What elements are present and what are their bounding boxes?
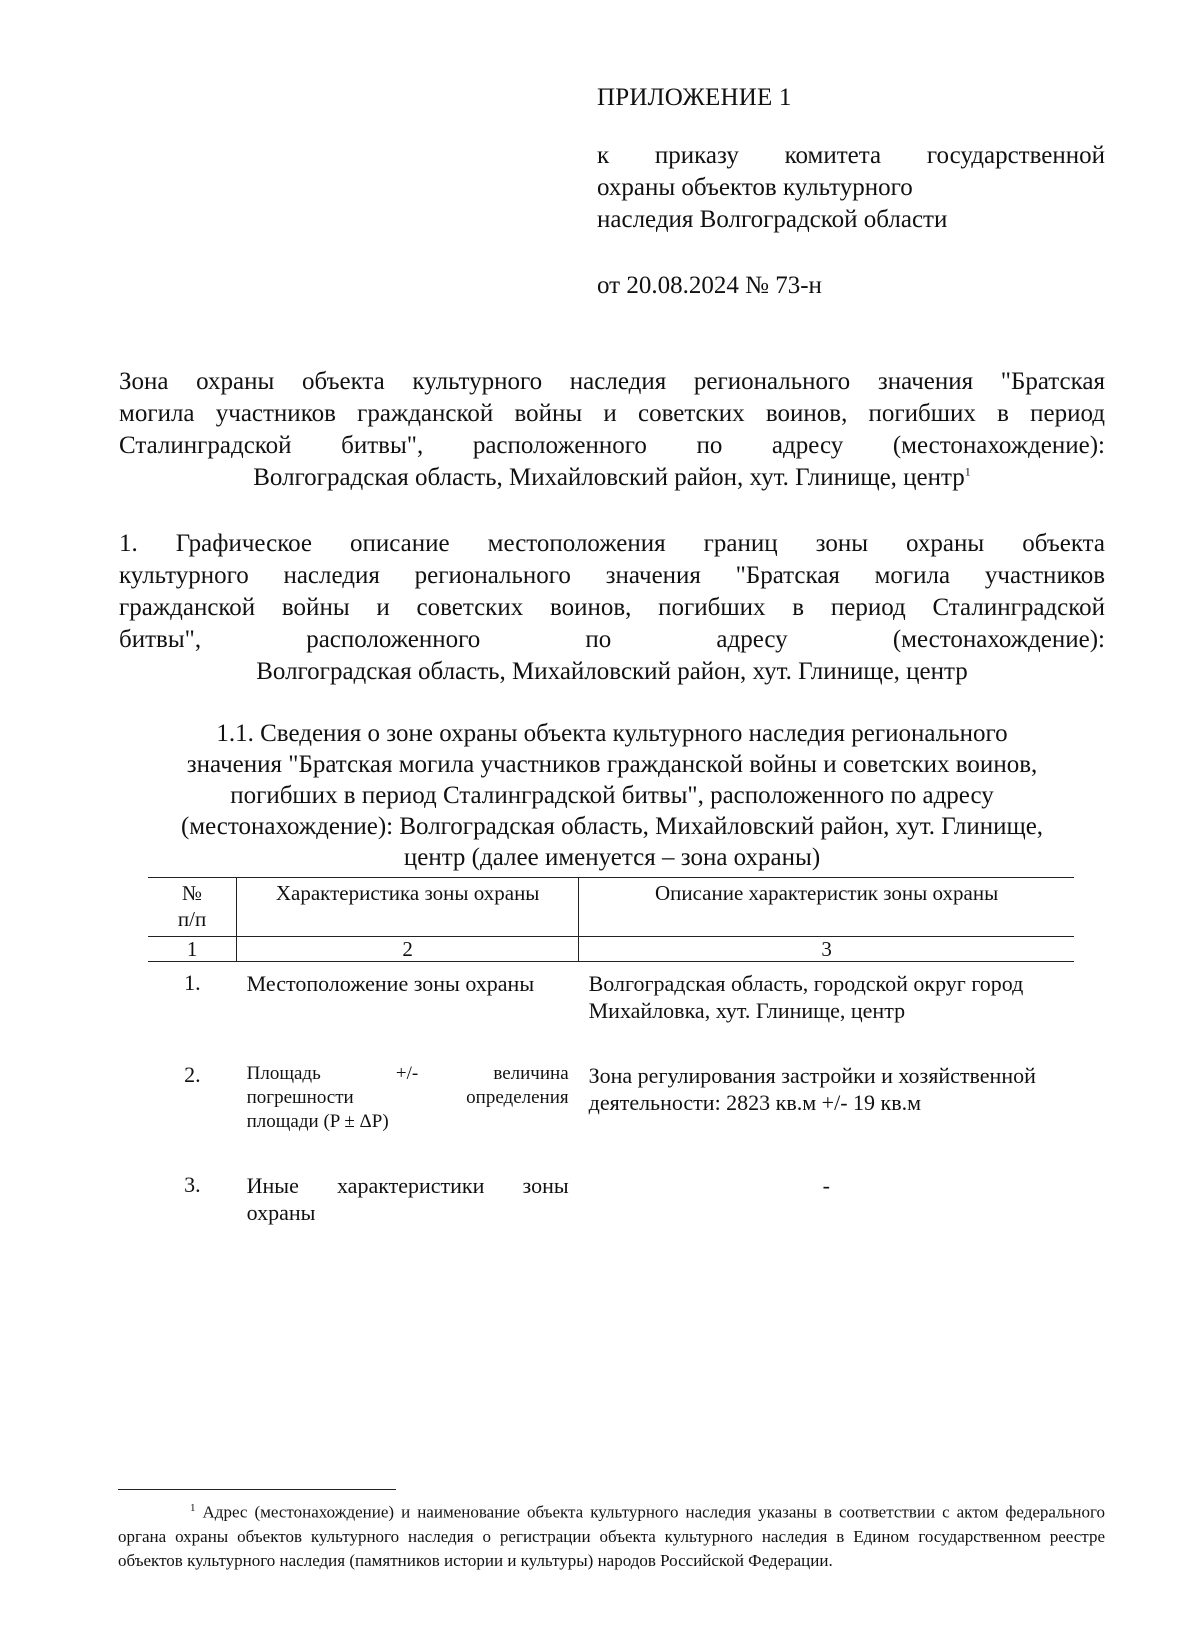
characteristic-line: Площадь +/- величина (246, 1063, 569, 1084)
characteristic-line: Иные характеристики зоны (246, 1173, 569, 1198)
row-characteristic (237, 1164, 579, 1256)
table-row (148, 1164, 1074, 1256)
row-description: - (822, 1173, 830, 1198)
zone-title (119, 366, 1105, 494)
characteristic-line: площади (P ± ΔP) (246, 1111, 389, 1132)
header-characteristic: Характеристика зоны охраны (237, 878, 579, 937)
subsection-line: центр (далее именуется – зона охраны) (403, 844, 821, 871)
footnote-separator (118, 1489, 396, 1490)
characteristic-line: погрешности определения (246, 1087, 569, 1108)
subsection-line: (местонахождение): Волгоградская область, Михайловский район, хут. Глинище, (180, 813, 1044, 840)
header-description: Описание характеристик зоны охраны (579, 878, 1074, 937)
footnote-reference[interactable]: 1 (964, 464, 971, 479)
table-column-number-row (148, 937, 1074, 962)
order-reference (597, 140, 1105, 236)
table-row (148, 1054, 1074, 1164)
section-1-heading (119, 528, 1105, 688)
order-reference-line: наследия Волгоградской области (597, 206, 948, 233)
zone-info-table (148, 877, 1074, 1256)
section-1-line: культурного наследия регионального значения "Братская могила участников (119, 562, 1105, 589)
order-date: от 20.08.2024 № 73-н (597, 272, 822, 299)
zone-title-line: могила участников гражданской войны и советских воинов, погибших в период (119, 400, 1105, 427)
zone-title-line (119, 462, 1105, 494)
subsection-line: значения "Братская могила участников гражданской войны и советских воинов, (186, 751, 1038, 778)
section-1-line: гражданской войны и советских воинов, погибших в период Сталинградской (119, 594, 1105, 621)
row-number: 3. (184, 1172, 201, 1197)
column-number: 3 (579, 937, 1074, 962)
column-number: 2 (237, 937, 579, 962)
footnote-text: Адрес (местонахождение) и наименование объекта культурного наследия указаны в соответствии с актом федерального органа охраны объектов культурного наследия о регистрации объекта культурного наследия в Едином государственном реестре объектов культурного наследия (памятников истории и культуры) народов Российской Федерации. (118, 1502, 1105, 1570)
table-row (148, 962, 1074, 1055)
row-number: 2. (184, 1062, 201, 1087)
order-reference-line: охраны объектов культурного (597, 174, 913, 201)
characteristic-line: охраны (246, 1200, 316, 1225)
header-number (148, 878, 237, 937)
column-number: 1 (148, 937, 237, 962)
order-reference-line: к приказу комитета государственной (597, 142, 1105, 169)
header-number-abbrev: п/п (177, 907, 207, 931)
footnote-mark: 1 (190, 1502, 196, 1514)
row-number: 1. (184, 970, 201, 995)
zone-title-line: Сталинградской битвы", расположенного по адресу (местонахождение): (119, 432, 1105, 459)
footnote (118, 1496, 1105, 1573)
zone-title-line: Зона охраны объекта культурного наследия регионального значения "Братская (119, 368, 1105, 395)
section-1-line: битвы", расположенного по адресу (местонахождение): (119, 626, 1105, 653)
section-1-line: 1. Графическое описание местоположения границ зоны охраны объекта (119, 530, 1105, 557)
section-1-line: Волгоградская область, Михайловский район, хут. Глинище, центр (256, 658, 968, 685)
row-characteristic: Местоположение зоны охраны (246, 971, 535, 996)
header-number-symbol: № (182, 881, 203, 905)
row-characteristic (237, 1054, 579, 1164)
subsection-line: погибших в период Сталинградской битвы", расположенного по адресу (230, 782, 994, 809)
zone-title-address: Волгоградская область, Михайловский район, хут. Глинище, центр (253, 464, 965, 491)
table-header-row (148, 878, 1074, 937)
row-description: Волгоградская область, городской округ город Михайловка, хут. Глинище, центр (588, 971, 1024, 1023)
subsection-line: 1.1. Сведения о зоне охраны объекта культурного наследия регионального (216, 720, 1008, 747)
row-description: Зона регулирования застройки и хозяйственной деятельности: 2823 кв.м +/- 19 кв.м (588, 1063, 1036, 1115)
subsection-1-1-heading (119, 718, 1105, 873)
appendix-heading: ПРИЛОЖЕНИЕ 1 (597, 84, 792, 111)
